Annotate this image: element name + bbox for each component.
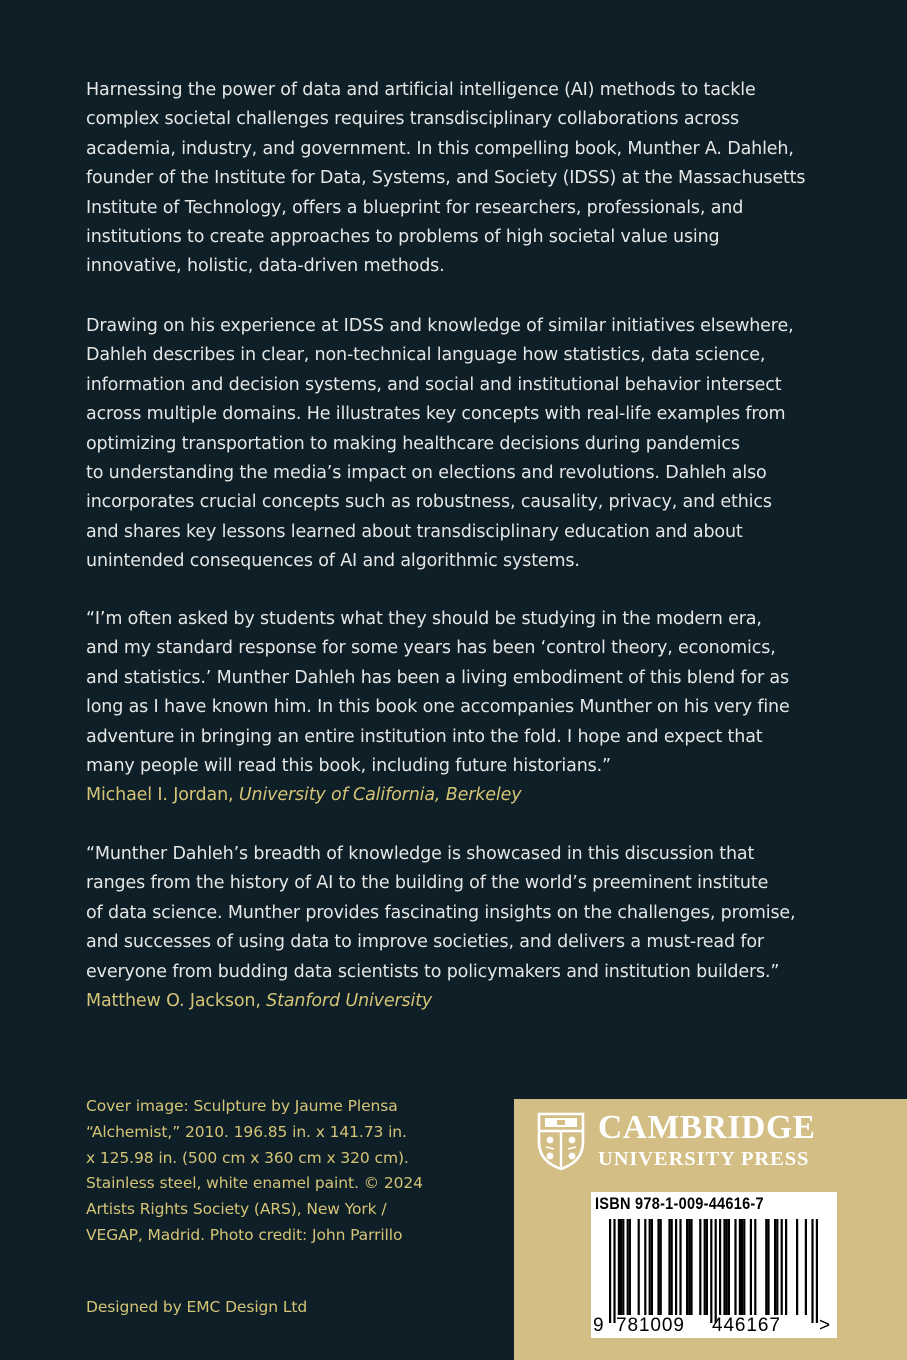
- barcode-bar: [750, 1219, 752, 1315]
- endorser-affiliation: Stanford University: [266, 991, 433, 1012]
- barcode-bar: [706, 1219, 708, 1315]
- paragraph-text: Harnessing the power of data and artificial intelligence (AI) methods to tackle complex societal challenges requires transdisciplinary collaborations across academia, industry, and government. In this compelling book, Munther A. Dahleh, founder of the Institute for Data, Systems, and Society (IDSS) at the Massachusetts Institute of Technology, offers a blueprint for researchers, professionals, and institutions to create approaches to problems of high societal value using innovative, holistic, data-driven methods.: [86, 80, 806, 277]
- barcode-right-digits: 446167: [712, 1315, 781, 1336]
- barcode-bar: [728, 1219, 730, 1315]
- barcode-bar: [668, 1219, 670, 1315]
- barcode-bar: [609, 1219, 611, 1323]
- description-paragraph-2: [86, 312, 846, 577]
- barcode-bar: [767, 1219, 769, 1315]
- barcode-bar: [805, 1219, 807, 1315]
- endorser-name: Matthew O. Jackson,: [86, 991, 261, 1012]
- barcode-bar: [785, 1219, 787, 1315]
- barcode-bar: [719, 1219, 721, 1315]
- barcode-bar: [734, 1219, 736, 1315]
- barcode-bar: [754, 1219, 756, 1315]
- barcode-bar: [796, 1219, 798, 1315]
- barcode-bar: [657, 1219, 659, 1315]
- cover-image-credit: [86, 1094, 506, 1249]
- cambridge-crest-icon: [536, 1112, 586, 1170]
- endorsement-jordan: [86, 605, 846, 811]
- barcode-bar: [816, 1219, 818, 1323]
- barcode-bar: [710, 1219, 712, 1323]
- barcode-first-digit: 9: [593, 1315, 605, 1336]
- barcode-bar: [613, 1219, 615, 1323]
- barcode-bar: [620, 1219, 622, 1315]
- cover-image-credit-text: Cover image: Sculpture by Jaume Plensa “Alchemist,” 2010. 196.85 in. x 141.73 in. x 125.98 in. (500 cm x 360 cm x 320 cm). Stainless steel, white enamel paint. © 2024 Artists Rights Society (ARS), New York / VEGAP, Madrid. Photo credit: John Parrillo: [86, 1097, 423, 1244]
- barcode-bar: [651, 1219, 653, 1315]
- barcode-bar: [688, 1219, 690, 1315]
- barcode-bar: [781, 1219, 783, 1315]
- barcode-left-digits: 781009: [616, 1315, 685, 1336]
- isbn-barcode: [591, 1192, 837, 1338]
- barcode-bar: [743, 1219, 745, 1315]
- endorsement-quote: “Munther Dahleh’s breadth of knowledge is showcased in this discussion that ranges from the history of AI to the building of the world’s preeminent institute of data science. Munther provides fascinating insights on the challenges, promise, and successes of using data to improve societies, and delivers a must-read for everyone from budding data scientists to policymakers and institution builders.”: [86, 844, 796, 982]
- barcode-bar: [638, 1219, 640, 1315]
- barcode-bar: [699, 1219, 701, 1315]
- barcode-bar: [811, 1219, 813, 1323]
- publisher-name: CAMBRIDGE: [598, 1109, 816, 1146]
- paragraph-text: Drawing on his experience at IDSS and knowledge of similar initiatives elsewhere, Dahleh describes in clear, non-technical language how statistics, data science, information and decision systems, and social and institutional behavior intersect across multiple domains. He illustrates key concepts with real-life examples from optimizing transportation to making healthcare decisions during pandemics to understanding the media’s impact on elections and revolutions. Dahleh also incorporates crucial concepts such as robustness, causality, privacy, and ethics and shares key lessons learned about transdisciplinary education and about unintended consequences of AI and algorithmic systems.: [86, 316, 794, 572]
- barcode-bar: [618, 1219, 620, 1315]
- barcode-bar: [776, 1219, 778, 1315]
- barcode-bar: [686, 1219, 688, 1315]
- publisher-panel: [514, 1099, 907, 1360]
- barcode-bar: [629, 1219, 631, 1315]
- endorsement-attribution: [86, 987, 846, 1016]
- barcode-bar: [690, 1219, 692, 1315]
- barcode-bar: [649, 1219, 651, 1315]
- barcode-bar: [679, 1219, 681, 1315]
- barcode-bar: [765, 1219, 767, 1315]
- isbn-label: ISBN 978-1-009-44616-7: [595, 1195, 764, 1213]
- barcode-bar: [671, 1219, 673, 1315]
- endorser-affiliation: University of California, Berkeley: [238, 785, 522, 806]
- barcode-bar: [726, 1219, 728, 1315]
- endorsement-jackson: [86, 840, 846, 1016]
- barcode-bar: [704, 1219, 706, 1315]
- description-paragraph-1: [86, 76, 846, 282]
- barcode-bar: [774, 1219, 776, 1315]
- design-credit-text: Designed by EMC Design Ltd: [86, 1298, 308, 1316]
- barcode-bar: [675, 1219, 677, 1315]
- barcode-bar: [627, 1219, 629, 1315]
- barcode-bar: [644, 1219, 646, 1315]
- endorser-name: Michael I. Jordan,: [86, 785, 234, 806]
- publisher-subtitle: UNIVERSITY PRESS: [598, 1148, 810, 1170]
- barcode-bar: [739, 1219, 741, 1315]
- barcode-bar: [723, 1219, 725, 1315]
- barcode-bar: [660, 1219, 662, 1315]
- barcode-bar: [715, 1219, 717, 1323]
- barcode-bar: [622, 1219, 624, 1315]
- barcode-bar: [741, 1219, 743, 1315]
- endorsement-attribution: [86, 781, 846, 810]
- design-credit: [86, 1295, 506, 1321]
- endorsement-quote: “I’m often asked by students what they should be studying in the modern era, and my standard response for some years has been ‘control theory, economics, and statistics.’ Munther Dahleh has been a living embodiment of this blend for as long as I have known him. In this book one accompanies Munther on his very fine adventure in bringing an entire institution into the fold. I hope and expect that many people will read this book, including future historians.”: [86, 609, 790, 777]
- barcode-quiet-zone-mark: >: [819, 1315, 831, 1336]
